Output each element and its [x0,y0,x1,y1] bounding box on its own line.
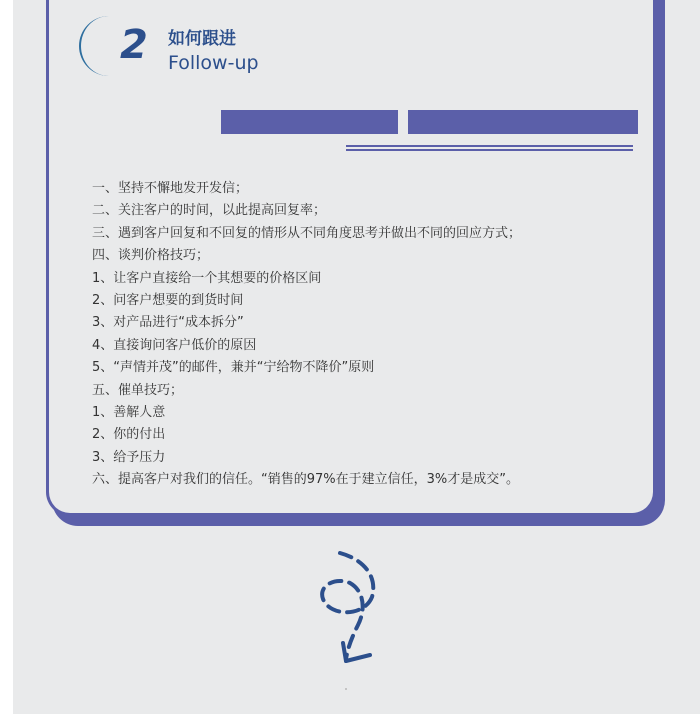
list-item: 4、直接询问客户低价的原因 [92,337,257,353]
dashed-squiggle-arrow-icon [300,545,390,670]
list-item: 2、问客户想要的到货时间 [92,292,244,308]
list-item: 四、谈判价格技巧； [92,248,210,264]
list-item: 3、对产品进行“成本拆分” [92,315,244,331]
section-title-en: Follow-up [168,52,259,74]
list-item: 五、催单技巧； [92,382,184,398]
decor-rule-bottom [346,149,633,151]
list-item: 5、“声情并茂”的邮件，兼并“宁给物不降价”原则 [92,360,375,376]
list-item: 1、让客户直接给一个其想要的价格区间 [92,270,322,286]
decor-dot [345,688,347,690]
list-item: 六、提高客户对我们的信任。“销售的97%在于建立信任，3%才是成交”。 [92,472,519,488]
section-title-cn: 如何跟进 [168,29,236,49]
decor-bar-left [221,110,398,134]
follow-up-list [92,178,521,491]
list-item: 二、关注客户的时间，以此提高回复率； [92,203,327,219]
decor-rule-top [346,145,633,147]
list-item: 三、遇到客户回复和不回复的情形从不同角度思考并做出不同的回应方式； [92,225,522,241]
section-number: 2 [120,22,148,68]
list-item: 一、坚持不懈地发开发信； [92,181,249,196]
list-item: 2、你的付出 [92,427,166,443]
list-item: 3、给予压力 [92,449,166,465]
decor-bar-right [408,110,638,134]
list-item: 1、善解人意 [92,404,166,420]
